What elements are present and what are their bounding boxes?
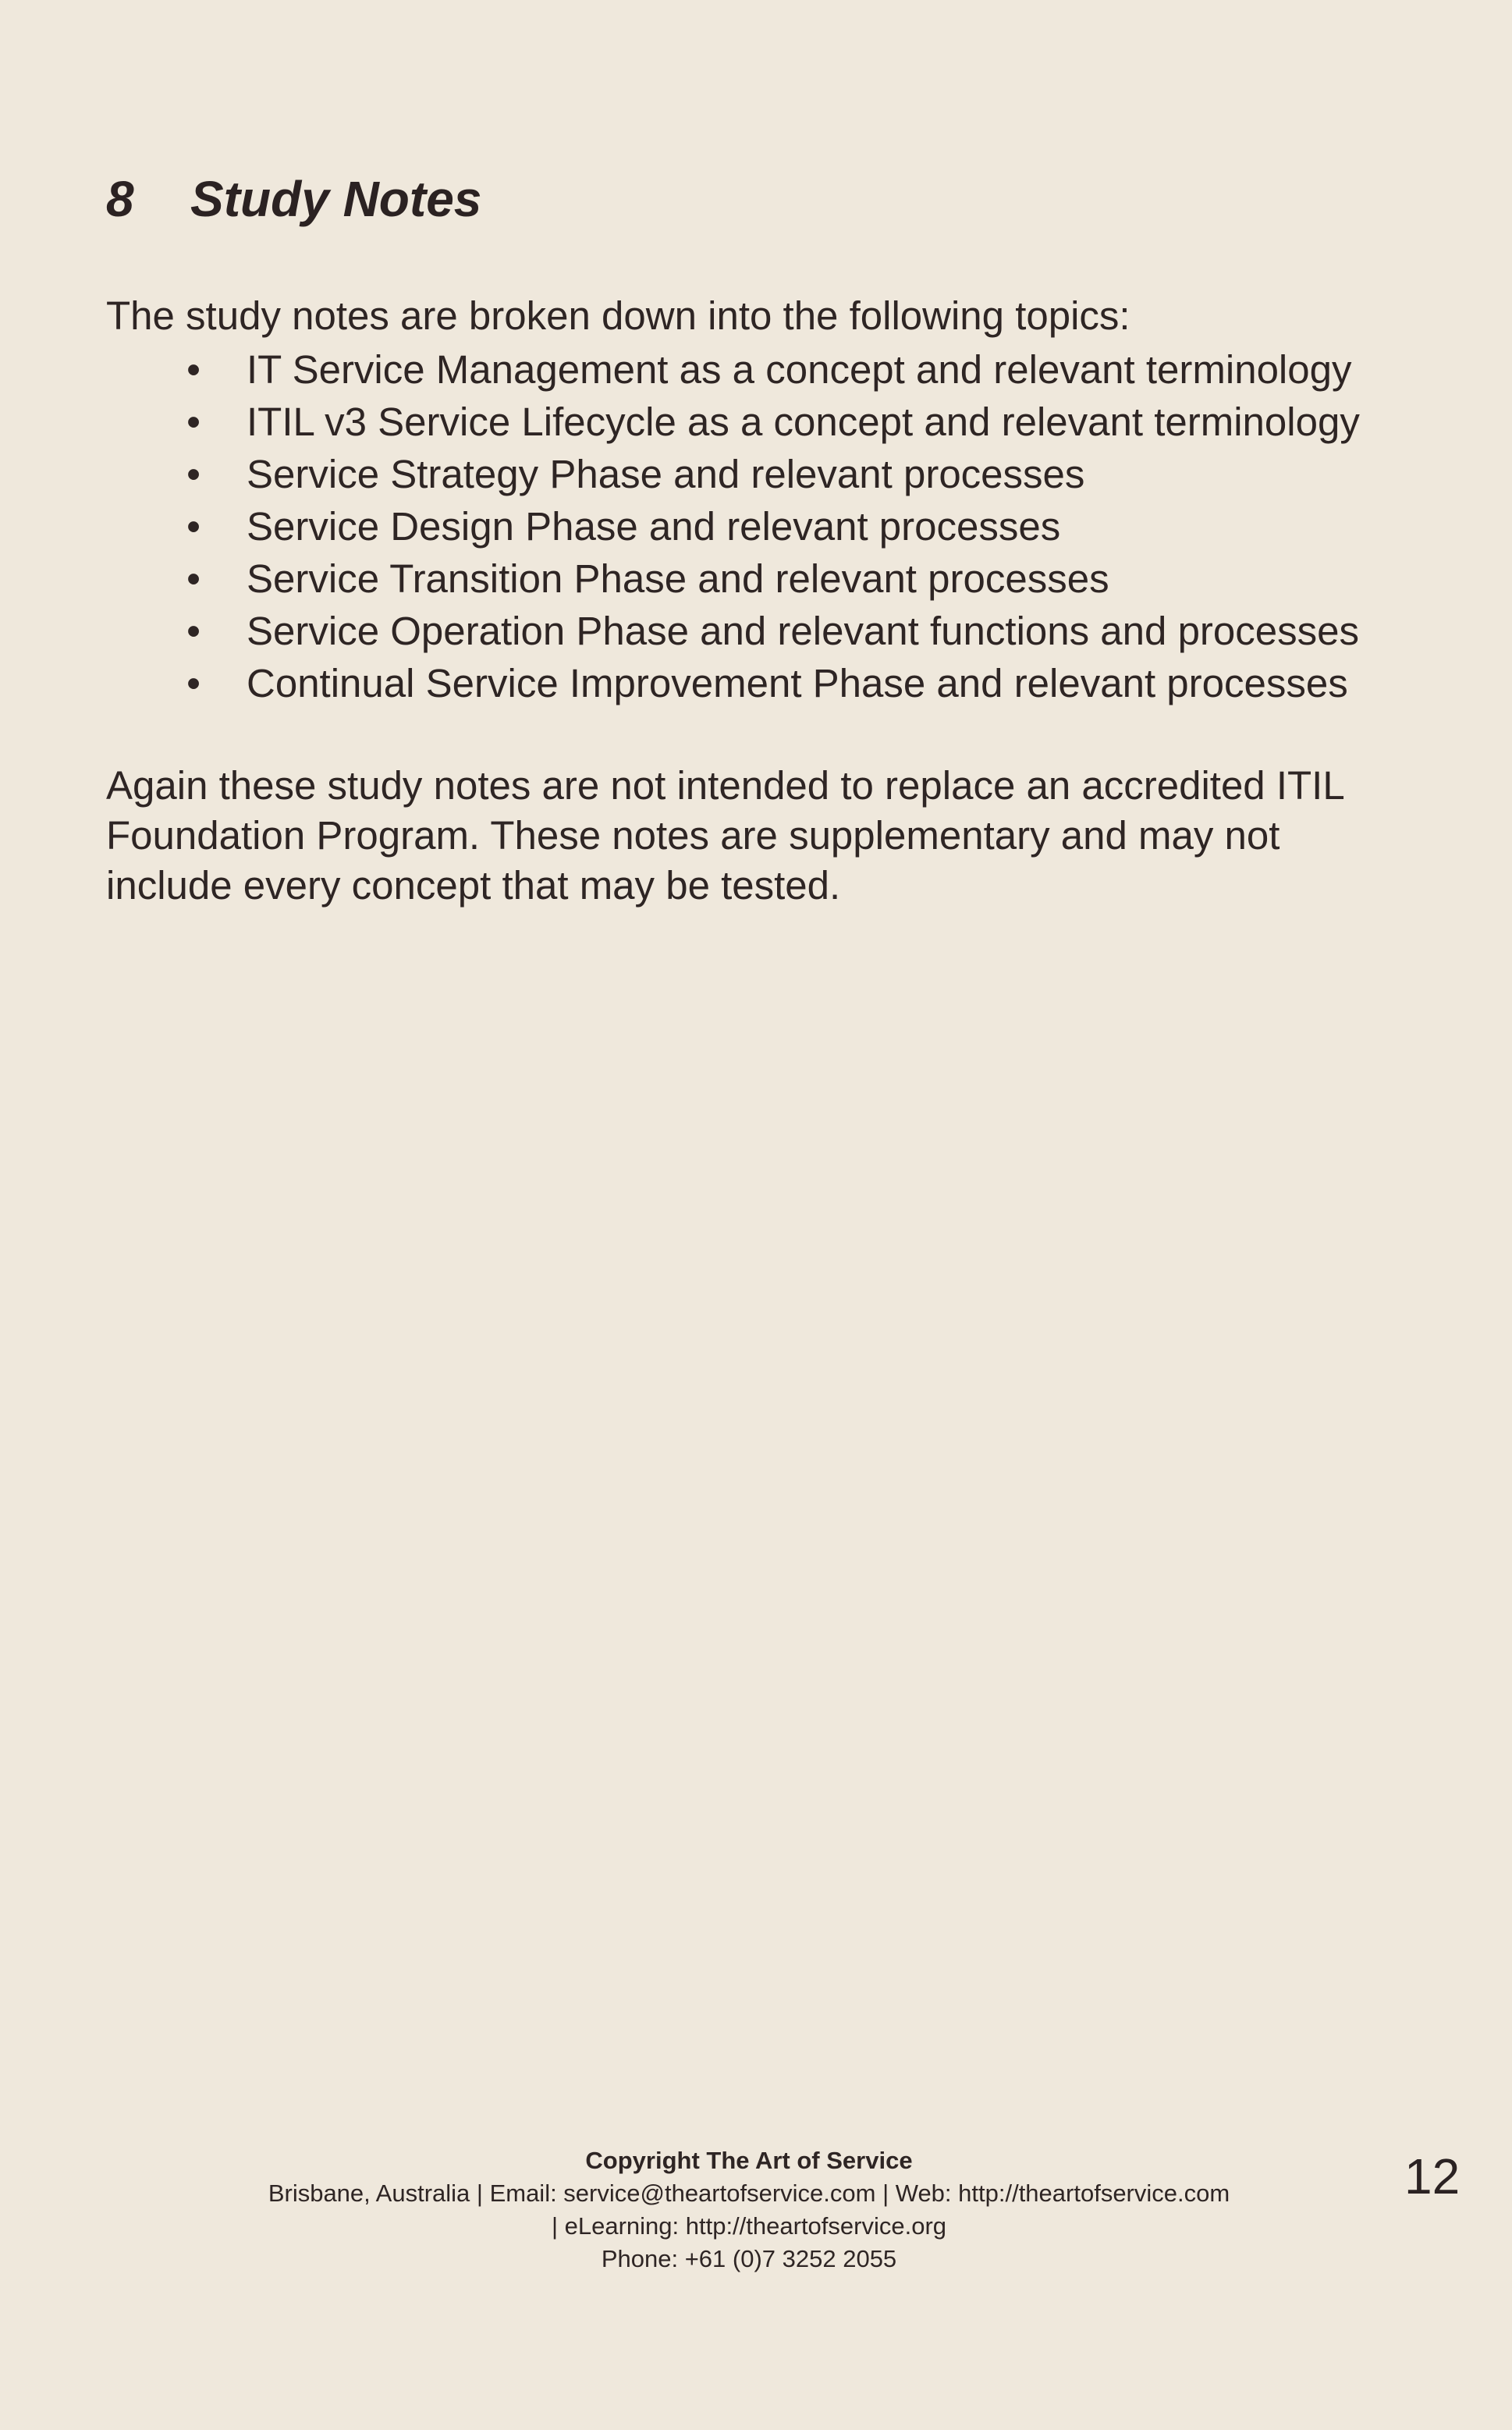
footer-contact: Brisbane, Australia | Email: service@theartofservice.com | Web: http://theartofservice.com: [268, 2180, 1230, 2207]
paragraph-line: Again these study notes are not intended to replace an accredited ITIL: [106, 763, 1345, 808]
paragraph-line: Foundation Program. These notes are supplementary and may not: [106, 813, 1280, 858]
topic-item: [186, 605, 1360, 657]
topic-text: Continual Service Improvement Phase and relevant processes: [247, 661, 1348, 705]
topic-item: [186, 500, 1360, 552]
bullet-icon: •: [186, 661, 201, 705]
bullet-icon: •: [186, 347, 201, 392]
intro-text: The study notes are broken down into the following topics:: [106, 293, 1130, 338]
topic-text: Service Transition Phase and relevant processes: [247, 556, 1109, 601]
bullet-icon: •: [186, 556, 201, 601]
topic-text: Service Design Phase and relevant processes: [247, 504, 1061, 549]
bullet-icon: •: [186, 452, 201, 496]
topic-text: ITIL v3 Service Lifecycle as a concept and relevant terminology: [247, 400, 1360, 444]
bullet-icon: •: [186, 609, 201, 653]
section-number: 8: [106, 171, 134, 227]
bullet-icon: •: [186, 504, 201, 549]
topic-item: [186, 396, 1360, 448]
footer-phone: Phone: +61 (0)7 3252 2055: [601, 2245, 897, 2272]
bullet-icon: •: [186, 400, 201, 444]
topic-text: Service Operation Phase and relevant functions and processes: [247, 609, 1360, 653]
footer-copyright: Copyright The Art of Service: [585, 2147, 913, 2174]
section-title: Study Notes: [190, 171, 482, 227]
footer-elearning: | eLearning: http://theartofservice.org: [551, 2212, 947, 2240]
topic-item: [186, 448, 1360, 500]
disclaimer-paragraph: [106, 761, 1448, 911]
topic-item: [186, 657, 1360, 709]
topic-item: [186, 552, 1360, 605]
page-footer: [156, 2144, 1342, 2275]
section-heading: [106, 170, 481, 228]
topic-list: [186, 343, 1360, 709]
topic-item: [186, 343, 1360, 396]
page-number: 12: [1404, 2148, 1461, 2204]
topic-text: IT Service Management as a concept and relevant terminology: [247, 347, 1352, 392]
paragraph-line: include every concept that may be tested.: [106, 863, 841, 908]
topic-text: Service Strategy Phase and relevant processes: [247, 452, 1085, 496]
